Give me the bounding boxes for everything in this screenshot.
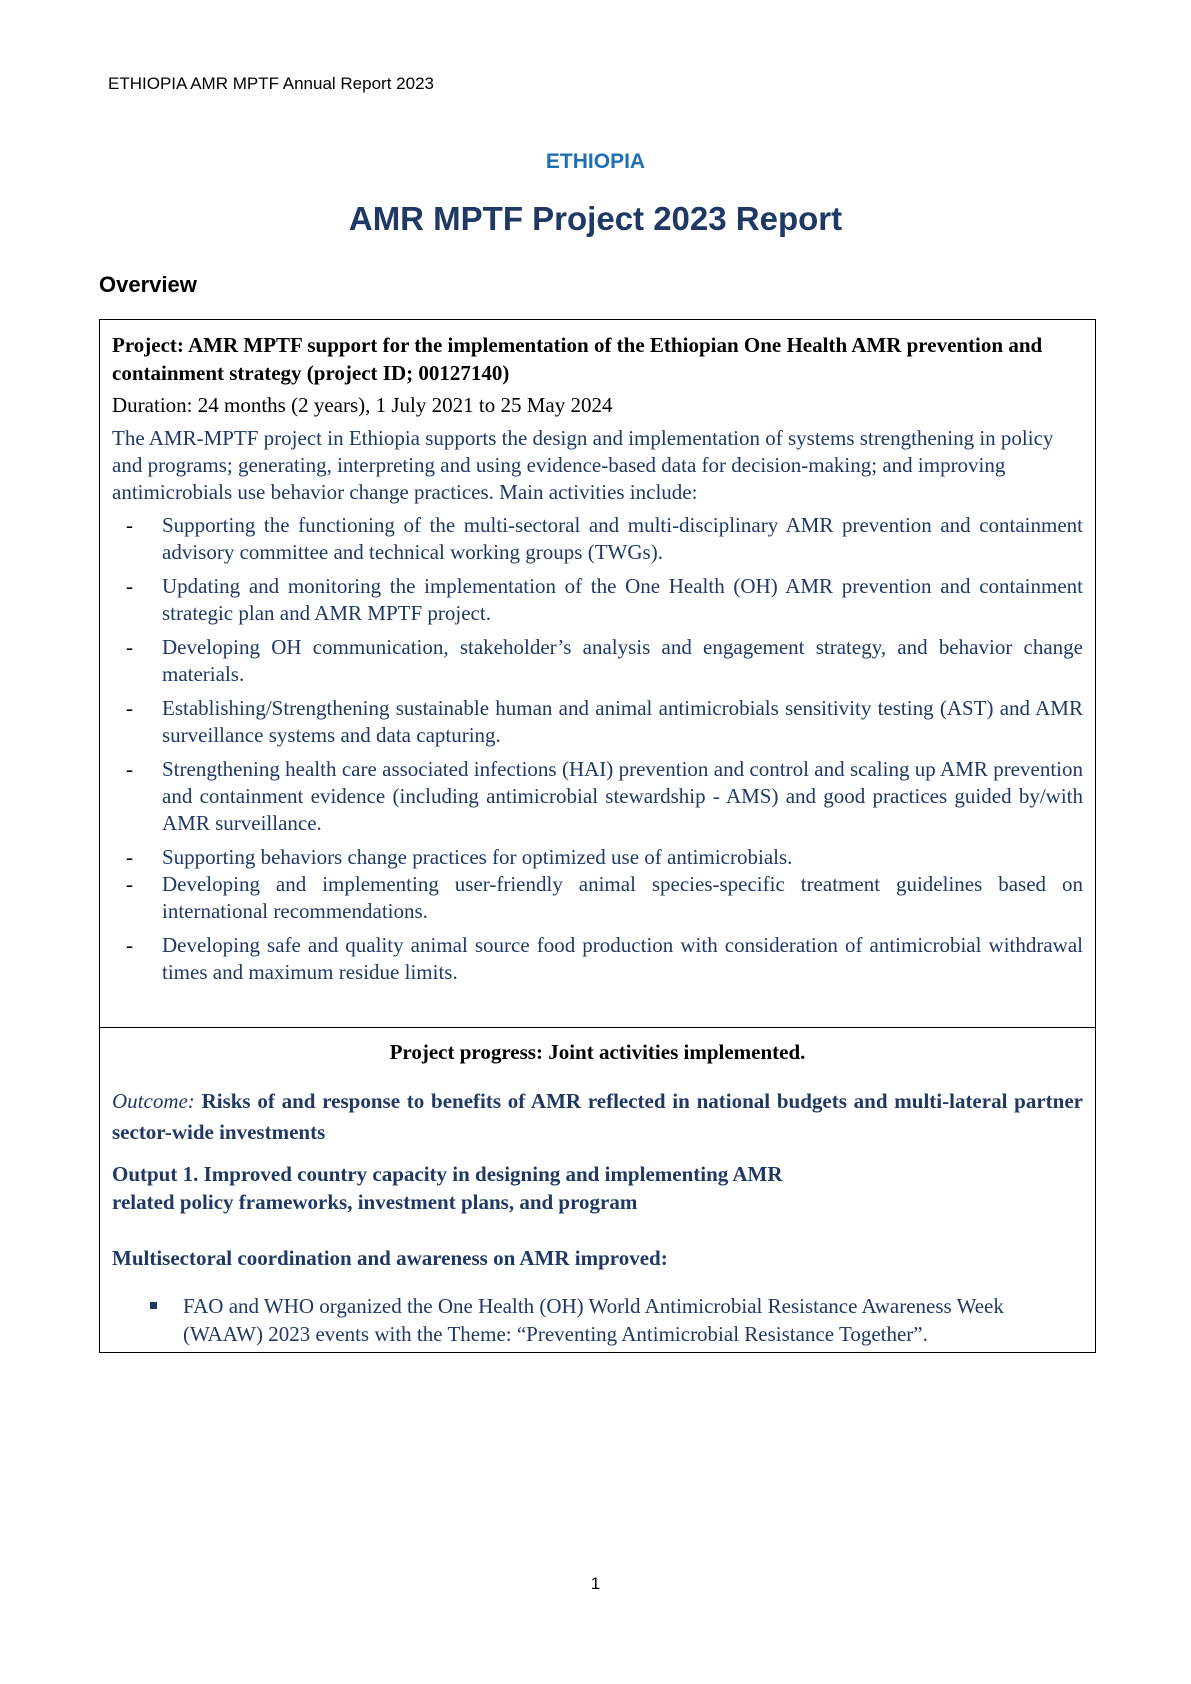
project-title: Project: AMR MPTF support for the implementation of the Ethiopian One Health AMR prevention and containment strategy (project ID; 00127140): [112, 333, 1043, 385]
running-header: ETHIOPIA AMR MPTF Annual Report 2023: [108, 74, 434, 93]
country-heading: ETHIOPIA: [545, 150, 646, 173]
list-item: - Updating and monitoring the implementation of the One Health (OH) AMR prevention and containment strategic plan and AMR MPTF project.: [126, 574, 1083, 625]
dash-bullet: -: [126, 933, 133, 957]
project-progress-cell: [100, 1028, 1095, 1352]
list-item: FAO and WHO organized the One Health (OH) World Antimicrobial Resistance Awareness Week (WAAW) 2023 events with the Theme: “Preventing Antimicrobial Resistance Together”.: [112, 1292, 1083, 1348]
list-item: - Establishing/Strengthening sustainable human and animal antimicrobials sensitivity testing (AST) and AMR surveillance systems and data capturing.: [126, 696, 1083, 747]
page-number: 1: [590, 1574, 601, 1593]
dash-bullet: -: [126, 757, 133, 781]
list-item: - Developing safe and quality animal source food production with consideration of antimicrobial withdrawal times and maximum residue limits.: [126, 933, 1083, 984]
project-summary-cell: [100, 320, 1095, 1028]
project-duration: Duration: 24 months (2 years), 1 July 2021 to 25 May 2024: [112, 393, 613, 417]
outcome-text: Risks of and response to benefits of AMR reflected in national budgets and multi-lateral partner sector-wide investments: [112, 1089, 1083, 1144]
list-item: - Developing and implementing user-friendly animal species-specific treatment guidelines based on international recommendations.: [126, 872, 1083, 923]
progress-bullets: [112, 1292, 1083, 1348]
overview-table: [99, 319, 1096, 1353]
dash-bullet: -: [126, 872, 133, 896]
outcome-statement: [112, 1086, 1083, 1148]
multisectoral-heading: Multisectoral coordination and awareness on AMR improved:: [112, 1246, 668, 1270]
dash-bullet: -: [126, 513, 133, 537]
list-item: - Supporting the functioning of the multi-sectoral and multi-disciplinary AMR prevention and containment advisory committee and technical working groups (TWGs).: [126, 513, 1083, 564]
output1-heading: Output 1. Improved country capacity in designing and implementing AMR related policy frameworks, investment plans, and program: [112, 1162, 783, 1214]
dash-bullet: -: [126, 635, 133, 659]
project-description: The AMR-MPTF project in Ethiopia supports the design and implementation of systems strengthening in policy and programs; generating, interpreting and using evidence-based data for decision-making; and improving antimicrobials use behavior change practices. Main activities include:: [112, 426, 1054, 504]
overview-heading: Overview: [99, 272, 197, 297]
progress-heading: Project progress: Joint activities implemented.: [389, 1040, 806, 1064]
dash-bullet: -: [126, 845, 133, 869]
list-item: - Developing OH communication, stakeholder’s analysis and engagement strategy, and behavior change materials.: [126, 635, 1083, 686]
list-item: - Strengthening health care associated infections (HAI) prevention and control and scaling up AMR prevention and containment evidence (including antimicrobial stewardship - AMS) and good practices guided by/with AMR surveillance.: [126, 757, 1083, 835]
dash-bullet: -: [126, 696, 133, 720]
list-item: - Supporting behaviors change practices for optimized use of antimicrobials.: [126, 845, 793, 869]
outcome-label: Outcome:: [112, 1089, 195, 1113]
report-title: AMR MPTF Project 2023 Report: [348, 200, 843, 237]
dash-bullet: -: [126, 574, 133, 598]
square-bullet-icon: [150, 1302, 157, 1309]
activities-list: [112, 512, 1083, 986]
